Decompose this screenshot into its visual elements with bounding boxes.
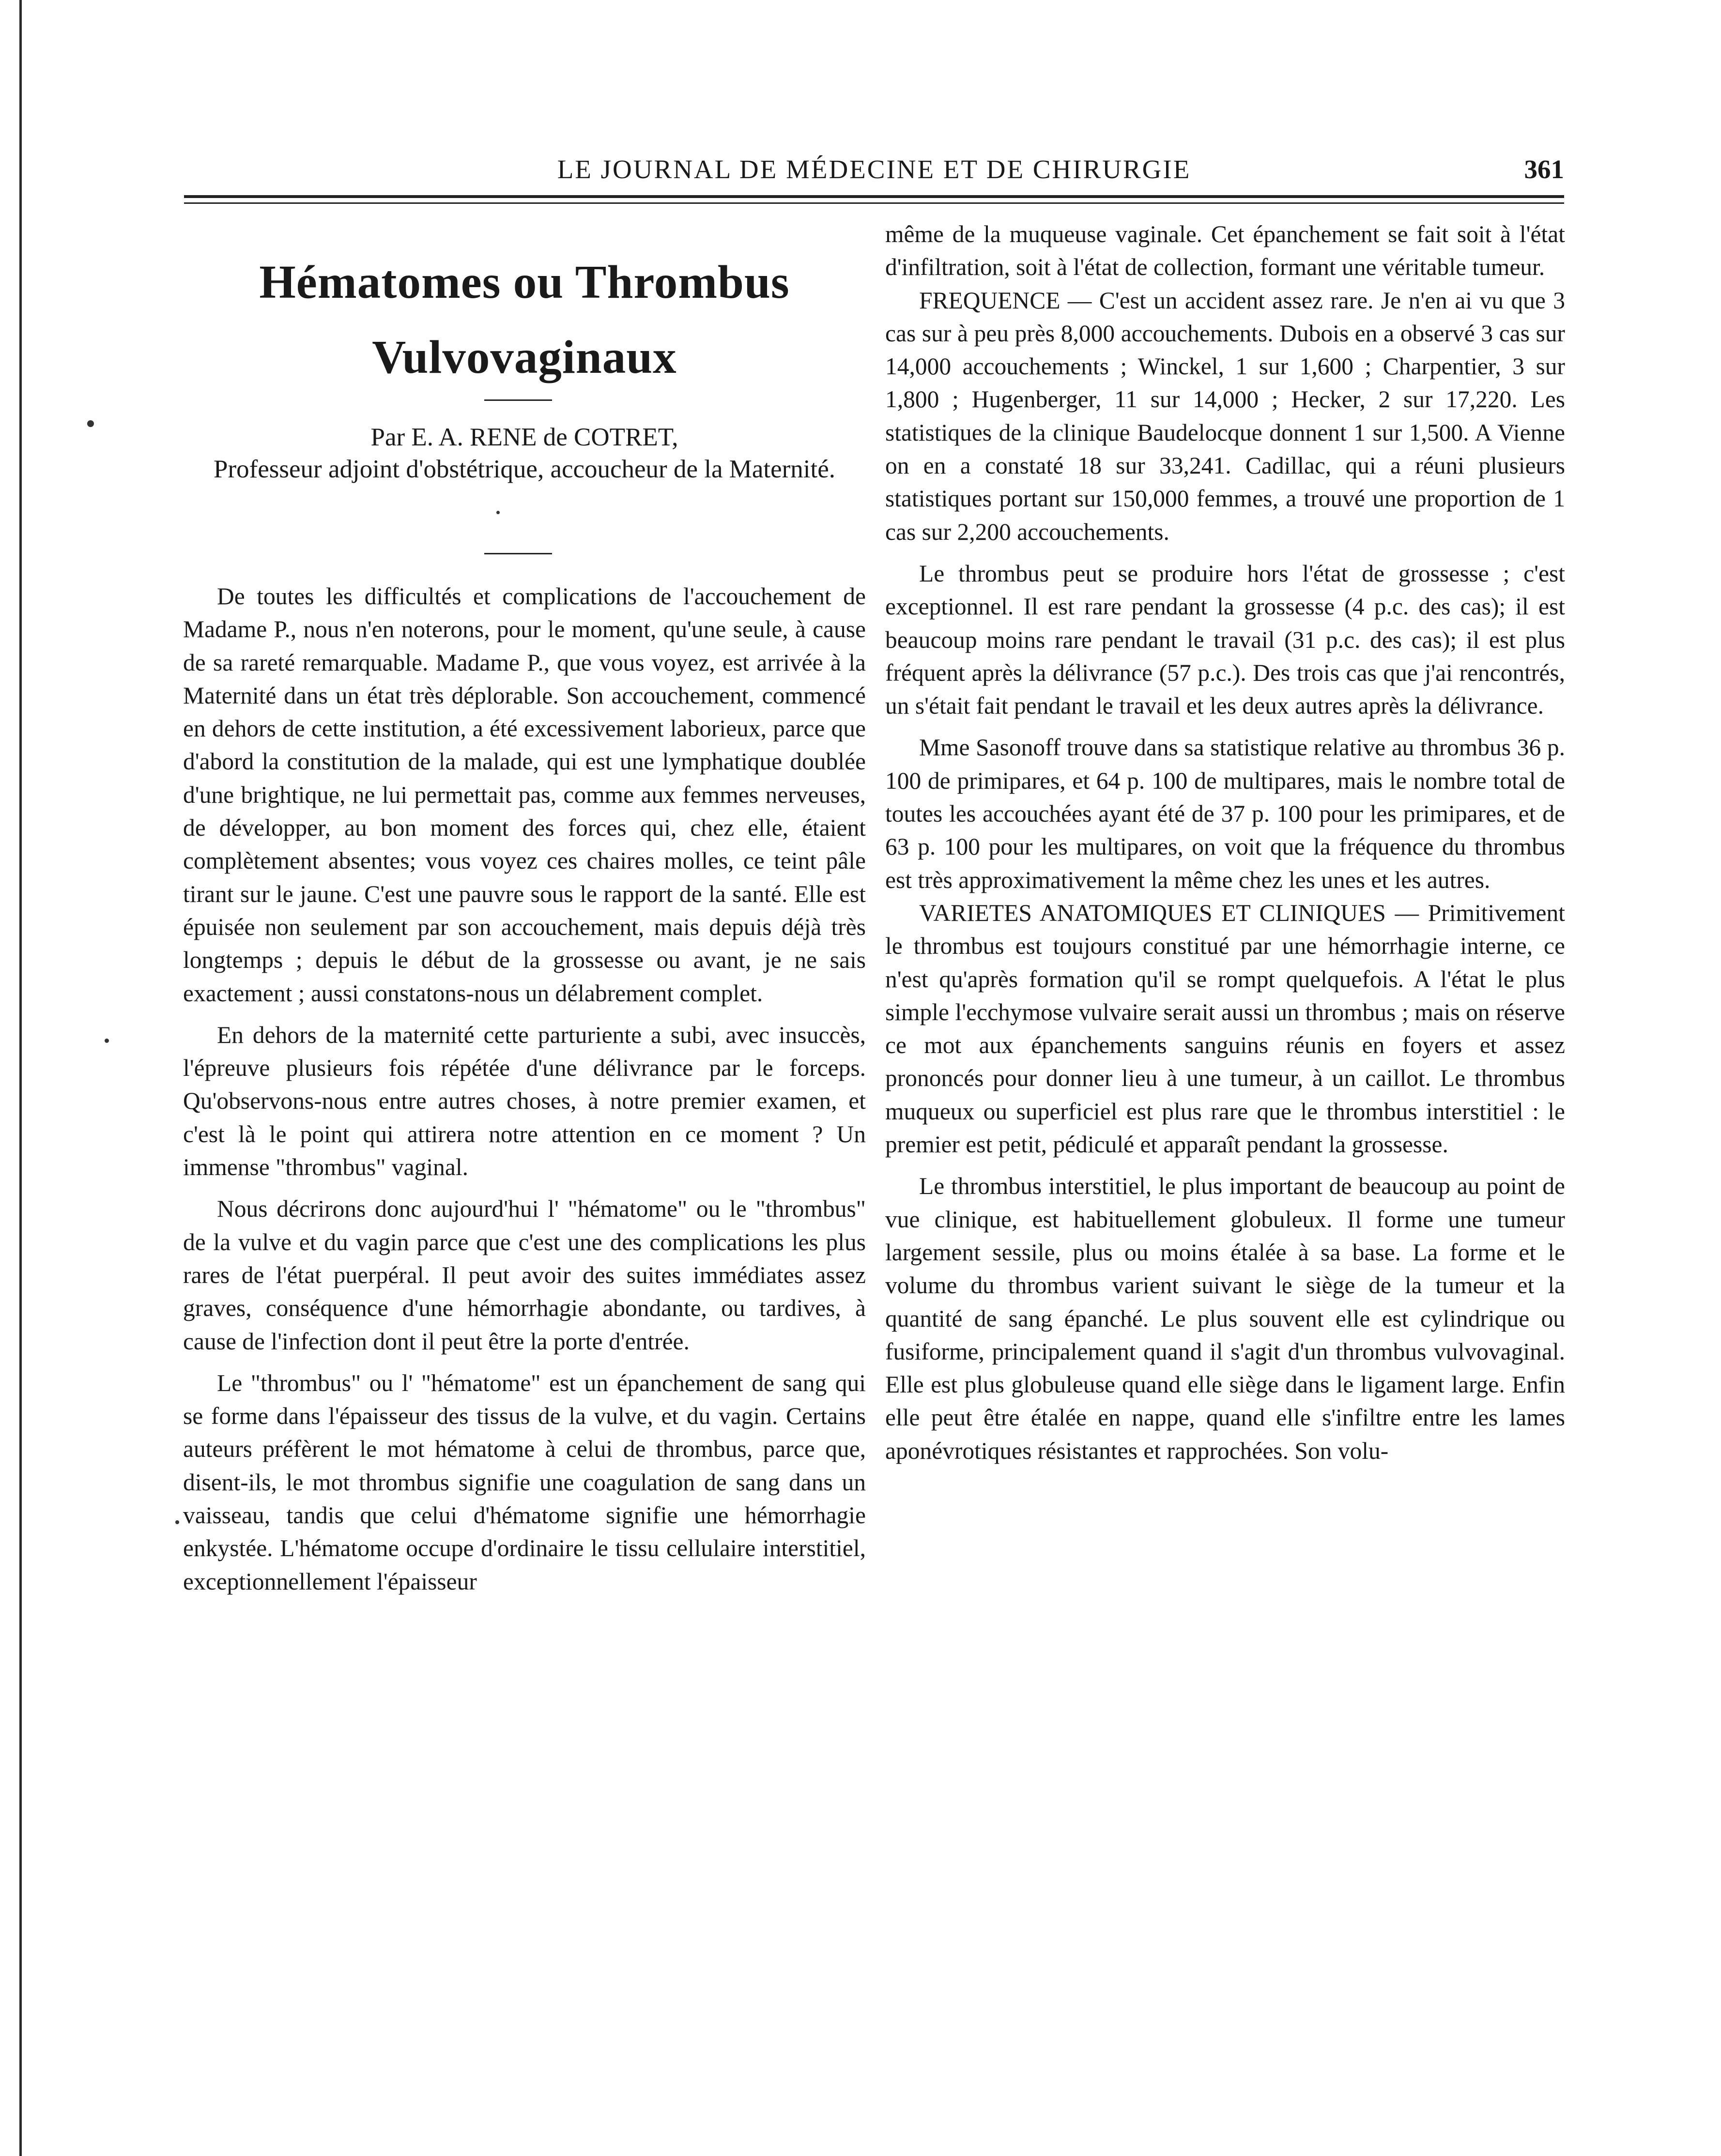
paragraph: même de la muqueuse vaginale. Cet épanchement se fait soit à l'état d'infiltration, soit à l'état de collection, formant une véritable tumeur.	[885, 221, 1565, 281]
paragraph: Le thrombus peut se produire hors l'état de grossesse ; c'est exceptionnel. Il est rare pendant la grossesse (4 p.c. des cas); il est beaucoup moins rare pendant le travail (31 p.c. des cas); il est plus fréquent après la délivrance (57 p.c.). Des trois cas que j'ai rencontrés, un s'était fait pendant le travail et les deux autres après la délivrance.	[885, 560, 1565, 719]
scan-speck	[87, 420, 94, 427]
scan-speck	[496, 511, 500, 514]
paragraph: Nous décrirons donc aujourd'hui l' "hématome" ou le "thrombus" de la vulve et du vagin parce que c'est une des complications les plus rares de l'état puerpéral. Il peut avoir des suites immédiates assez graves, conséquence d'une hémorrhagie abondante, ou tardives, à cause de l'infection dont il peut être la porte d'entrée.	[183, 1195, 866, 1355]
paragraph: FREQUENCE — C'est un accident assez rare. Je n'en ai vu que 3 cas sur à peu près 8,000 accouchements. Dubois en a observé 3 cas sur 14,000 accouchements ; Winckel, 1 sur 1,600 ; Charpentier, 3 sur 1,800 ; Hugenberger, 11 sur 14,000 ; Hecker, 2 sur 17,220. Les statistiques de la clinique Baudelocque donnent 1 sur 1,500. A Vienne on en a constaté 18 sur 33,241. Cadillac, qui a réuni plusieurs statistiques portant sur 150,000 femmes, a trouvé une proportion de 1 cas sur 2,200 accouchements.	[885, 287, 1565, 545]
paragraph: En dehors de la maternité cette parturiente a subi, avec insuccès, l'épreuve plusieurs fois répétée d'une délivrance par le forceps. Qu'observons-nous entre autres choses, à notre premier examen, et c'est là le point qui attirera notre attention en ce moment ? Un immense "thrombus" vaginal.	[183, 1021, 866, 1181]
byline-separator-rule	[484, 553, 552, 554]
scan-speck	[105, 1039, 109, 1043]
header-rule	[184, 195, 1564, 198]
article-title-line-1: Hématomes ou Thrombus	[259, 256, 790, 308]
scan-speck	[175, 1520, 179, 1524]
left-column	[183, 580, 866, 1598]
running-header	[184, 154, 1564, 198]
paragraph: Le "thrombus" ou l' "hématome" est un épanchement de sang qui se forme dans l'épaisseur des tissus de la vulve, et du vagin. Certains auteurs préfèrent le mot hématome à celui de thrombus, parce que, disent-ils, le mot thrombus signifie une coagulation de sang dans un vaisseau, tandis que celui d'hématome signifie une hémorrhagie enkystée. L'hématome occupe d'ordinaire le tissu cellulaire interstitiel, exceptionnellement l'épaisseur	[183, 1369, 866, 1595]
author-line: Par E. A. RENE de COTRET,	[370, 423, 678, 451]
right-column	[885, 218, 1565, 1468]
running-title: LE JOURNAL DE MÉDECINE ET DE CHIRURGIE	[557, 154, 1191, 184]
title-separator-rule	[484, 399, 552, 401]
paragraph: Mme Sasonoff trouve dans sa statistique relative au thrombus 36 p. 100 de primipares, et 64 p. 100 de multipares, mais le nombre total de toutes les accouchées ayant été de 37 p. 100 pour les primipares, et de 63 p. 100 pour les multipares, on voit que la fréquence du thrombus est très approximativement la même chez les unes et les autres.	[885, 734, 1565, 893]
byline	[183, 421, 866, 485]
header-rule-thin	[184, 202, 1564, 204]
scan-edge-line	[19, 0, 22, 2156]
page-number: 361	[1524, 154, 1564, 184]
article-title	[183, 245, 866, 395]
paragraph: De toutes les difficultés et complications de l'accouchement de Madame P., nous n'en noterons, pour le moment, qu'une seule, à cause de sa rareté remarquable. Madame P., que vous voyez, est arrivée à la Maternité dans un état très déplorable. Son accouchement, commencé en dehors de cette institution, a été excessivement laborieux, parce que d'abord la constitution de la malade, qui est une lymphatique doublée d'une brightique, ne lui permettait pas, comme aux femmes nerveuses, de développer, au bon moment des forces qui, chez elle, étaient complètement absentes; vous voyez ces chaires molles, ce teint pâle tirant sur le jaune. C'est une pauvre sous le rapport de la santé. Elle est épuisée non seulement par son accouchement, mais depuis déjà très longtemps ; depuis le début de la grossesse ou avant, je ne sais exactement ; aussi constatons-nous un délabrement complet.	[183, 583, 866, 1007]
article-title-line-2: Vulvovaginaux	[372, 331, 677, 383]
paragraph: Le thrombus interstitiel, le plus important de beaucoup au point de vue clinique, est habituellement globuleux. Il forme une tumeur largement sessile, plus ou moins étalée à sa base. La forme et le volume du thrombus varient suivant le siège de la tumeur et la quantité de sang épanché. Le plus souvent elle est cylindrique ou fusiforme, principalement quand il s'agit d'un thrombus vulvovaginal. Elle est plus globuleuse quand elle siège dans le ligament large. Enfin elle peut être étalée en nappe, quand elle s'infiltre entre les lames aponévrotiques résistantes et rapprochées. Son volu-	[885, 1173, 1565, 1464]
author-affiliation: Professeur adjoint d'obstétrique, accoucheur de la Maternité.	[213, 455, 836, 483]
paragraph: VARIETES ANATOMIQUES ET CLINIQUES — Primitivement le thrombus est toujours constitué par une hémorrhagie interne, ce n'est qu'après formation qu'il se rompt quelquefois. A l'état le plus simple l'ecchymose vulvaire serait aussi un thrombus ; mais on réserve ce mot aux épanchements sanguins réunis en foyers et assez prononcés pour donner lieu à une tumeur, à un caillot. Le thrombus muqueux ou superficiel est plus rare que le thrombus interstitiel : le premier est petit, pédiculé et apparaît pendant la grossesse.	[885, 899, 1565, 1158]
